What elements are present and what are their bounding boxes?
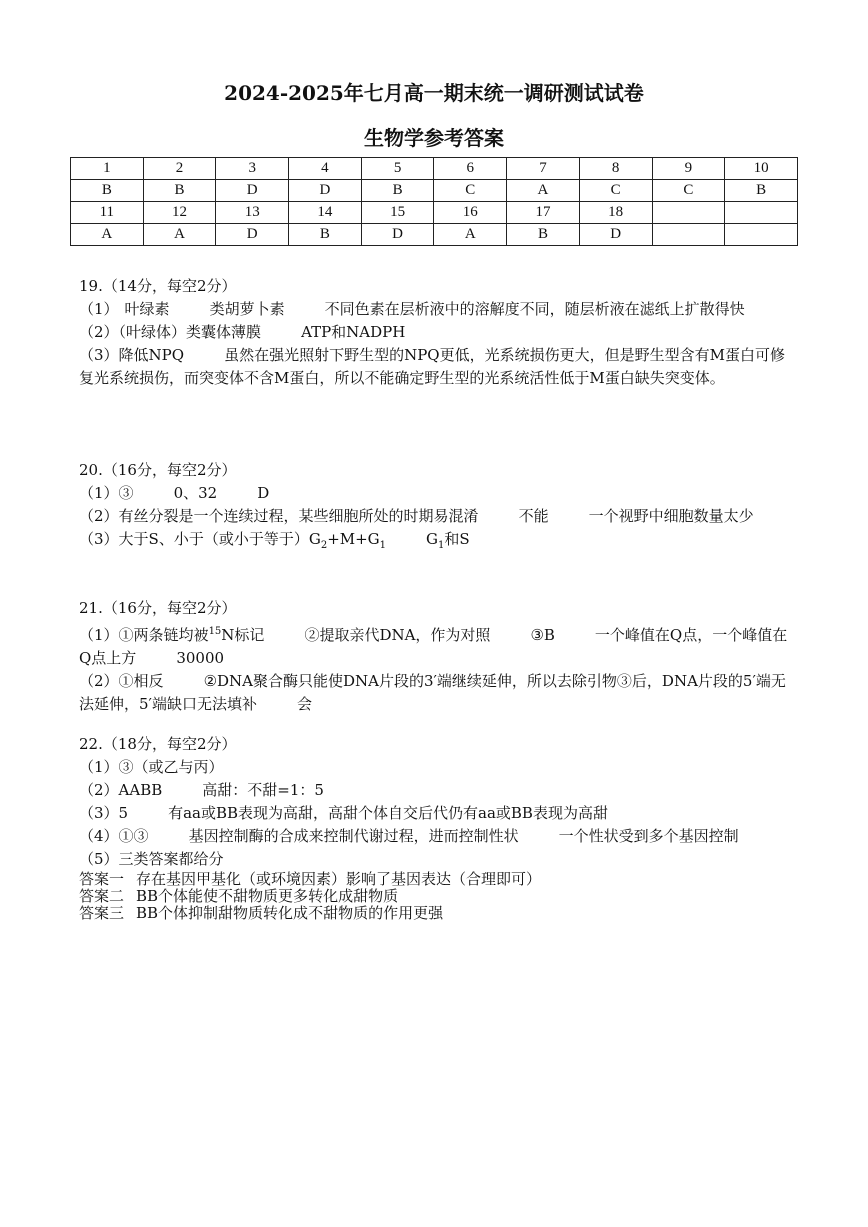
q22-part-1 <box>79 756 795 779</box>
table-cell: 1 <box>71 158 144 180</box>
table-cell: C <box>434 180 507 202</box>
part-label: （2） <box>79 323 119 341</box>
table-cell: D <box>361 224 434 246</box>
answer-text: ③ <box>118 484 134 502</box>
table-cell: 10 <box>725 158 798 180</box>
q19-part-2 <box>79 321 795 344</box>
answer-text: G <box>426 530 439 548</box>
superscript: 15 <box>208 626 222 637</box>
q20-part-3 <box>79 528 795 557</box>
question-19-header: 19.（14分，每空2分） <box>79 277 237 295</box>
alt-answer-label: 答案二 <box>79 887 125 905</box>
table-cell: D <box>289 180 362 202</box>
answer-text: 高甜：不甜=1：5 <box>202 781 324 799</box>
table-cell: B <box>289 224 362 246</box>
table-cell: 6 <box>434 158 507 180</box>
subscript: 1 <box>438 540 445 551</box>
answer-text: 一个性状受到多个基因控制 <box>558 827 739 845</box>
answer-text: 一个视野中细胞数量太少 <box>588 507 754 525</box>
table-row-question-numbers-1 <box>71 158 798 180</box>
answer-text: 降低NPQ <box>118 346 185 364</box>
table-cell <box>652 202 725 224</box>
question-20-section <box>79 459 795 557</box>
alt-answer-1 <box>79 871 795 888</box>
answer-text: ATP和NADPH <box>301 323 406 341</box>
answer-text: ①相反 <box>118 672 164 690</box>
table-row-answers-1 <box>71 180 798 202</box>
question-19-section <box>79 275 795 390</box>
exam-title: 2024-2025年七月高一期末统一调研测试试卷 <box>224 81 644 105</box>
answer-text: BB个体抑制甜物质转化成不甜物质的作用更强 <box>136 904 444 922</box>
question-21-section <box>79 597 795 716</box>
multiple-choice-answer-table <box>70 157 798 246</box>
table-cell <box>725 202 798 224</box>
answer-text: 和S <box>444 530 470 548</box>
answer-text: 类胡萝卜素 <box>209 300 285 318</box>
answer-text: 0、32 <box>173 484 218 502</box>
answer-text: 30000 <box>176 649 225 667</box>
table-cell: D <box>216 180 289 202</box>
answer-key-subtitle: 生物学参考答案 <box>364 126 504 150</box>
subscript: 1 <box>379 540 387 551</box>
q19-part-3 <box>79 344 795 390</box>
table-cell: 3 <box>216 158 289 180</box>
table-cell: 17 <box>507 202 580 224</box>
table-cell: 9 <box>652 158 725 180</box>
part-label: （2） <box>79 672 119 690</box>
answer-text: 基因控制酶的合成来控制代谢过程，进而控制性状 <box>188 827 519 845</box>
q21-part-2 <box>79 670 795 716</box>
table-row-question-numbers-2 <box>71 202 798 224</box>
answer-text: 大于S、小于（或小于等于）G <box>118 530 321 548</box>
part-label: （1） <box>79 484 119 502</box>
part-label: （1） <box>79 300 119 318</box>
table-cell: B <box>725 180 798 202</box>
answer-text: AABB <box>118 781 163 799</box>
q19-part-1 <box>79 298 795 321</box>
table-cell: 16 <box>434 202 507 224</box>
question-20-header: 20.（16分，每空2分） <box>79 461 237 479</box>
table-cell: 14 <box>289 202 362 224</box>
table-cell: C <box>579 180 652 202</box>
answer-text: 叶绿素 <box>124 300 170 318</box>
answer-text: 存在基因甲基化（或环境因素）影响了基因表达（合理即可） <box>136 870 542 888</box>
part-label: （2） <box>79 781 119 799</box>
table-cell: B <box>143 180 216 202</box>
alt-answer-label: 答案一 <box>79 870 125 888</box>
table-cell: A <box>143 224 216 246</box>
table-cell <box>725 224 798 246</box>
answer-text: 一个峰值在Q点，一个峰值在Q点上方 <box>79 626 788 667</box>
table-cell: C <box>652 180 725 202</box>
part-label: （1） <box>79 758 119 776</box>
table-cell: 11 <box>71 202 144 224</box>
answer-text: 三类答案都给分 <box>118 850 224 868</box>
q22-part-3 <box>79 802 795 825</box>
table-cell: 13 <box>216 202 289 224</box>
part-label: （1） <box>79 626 119 644</box>
answer-text: 有丝分裂是一个连续过程，某些细胞所处的时期易混淆 <box>118 507 479 525</box>
q22-alternative-answers <box>79 871 795 922</box>
alt-answer-3 <box>79 905 795 922</box>
answer-text: 有aa或BB表现为高甜，高甜个体自交后代仍有aa或BB表现为高甜 <box>168 804 608 822</box>
part-label: （3） <box>79 530 119 548</box>
answer-text: 不同色素在层析液中的溶解度不同，随层析液在滤纸上扩散得快 <box>324 300 745 318</box>
table-cell: 18 <box>579 202 652 224</box>
part-label: （5） <box>79 850 119 868</box>
q22-part-2 <box>79 779 795 802</box>
table-cell: 8 <box>579 158 652 180</box>
answer-text: D <box>257 484 270 502</box>
part-label: （3） <box>79 804 119 822</box>
answer-text: 5 <box>118 804 129 822</box>
part-label: （4） <box>79 827 119 845</box>
table-cell: A <box>71 224 144 246</box>
answer-text: ②DNA聚合酶只能使DNA片段的3′端继续延伸，所以去除引物③后，DNA片段的5′端无法延伸，5′端缺口无法填补 <box>79 672 786 713</box>
question-22-header: 22.（18分，每空2分） <box>79 735 237 753</box>
answer-text: 不能 <box>518 507 549 525</box>
table-cell: D <box>216 224 289 246</box>
q20-part-1 <box>79 482 795 505</box>
subscript: 2 <box>320 540 328 551</box>
table-cell: 5 <box>361 158 434 180</box>
answer-text: ③（或乙与丙） <box>118 758 224 776</box>
answer-text: ①③ <box>118 827 149 845</box>
table-cell: 7 <box>507 158 580 180</box>
answer-text: N标记 <box>221 626 265 644</box>
q22-part-5 <box>79 848 795 871</box>
table-row-answers-2 <box>71 224 798 246</box>
part-label: （3） <box>79 346 119 364</box>
alt-answer-label: 答案三 <box>79 904 125 922</box>
table-cell: A <box>434 224 507 246</box>
q22-part-4 <box>79 825 795 848</box>
table-cell: A <box>507 180 580 202</box>
table-cell: 4 <box>289 158 362 180</box>
question-21-header: 21.（16分，每空2分） <box>79 599 237 617</box>
answer-text: ③B <box>530 626 555 644</box>
q20-part-2 <box>79 505 795 528</box>
answer-text: +M+G <box>327 530 380 548</box>
answer-text: 虽然在强光照射下野生型的NPQ更低，光系统损伤更大，但是野生型含有M蛋白可修复光系统损伤，而突变体不含M蛋白，所以不能确定野生型的光系统活性低于M蛋白缺失突变体。 <box>79 346 785 387</box>
answer-text: BB个体能使不甜物质更多转化成甜物质 <box>136 887 399 905</box>
table-cell: B <box>507 224 580 246</box>
answer-text: 会 <box>296 695 312 713</box>
table-cell: B <box>71 180 144 202</box>
table-cell: 2 <box>143 158 216 180</box>
question-22-section <box>79 733 795 922</box>
table-cell: 12 <box>143 202 216 224</box>
alt-answer-2 <box>79 888 795 905</box>
q21-part-1 <box>79 620 795 670</box>
table-cell: D <box>579 224 652 246</box>
table-cell: B <box>361 180 434 202</box>
answer-text: ①两条链均被 <box>118 626 209 644</box>
table-cell: 15 <box>361 202 434 224</box>
answer-text: （叶绿体）类囊体薄膜 <box>118 323 262 341</box>
part-label: （2） <box>79 507 119 525</box>
table-cell <box>652 224 725 246</box>
answer-text: ②提取亲代DNA，作为对照 <box>304 626 491 644</box>
